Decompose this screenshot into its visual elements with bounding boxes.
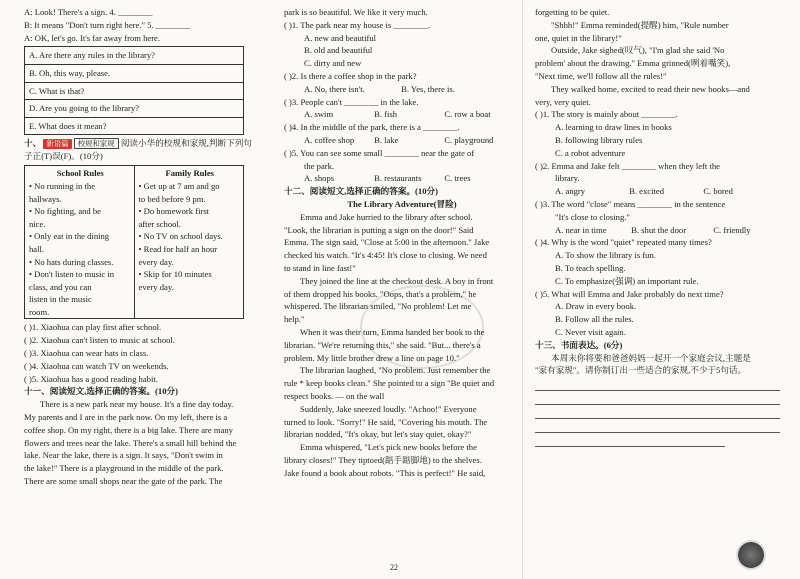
option: A. To show the library is fun. — [555, 250, 656, 261]
rules-table — [24, 165, 244, 320]
dialogue-line: A: Look! There's a sign. 4. ________ — [24, 7, 153, 17]
school-rules: School Rules • No running in the hallways. • No fighting, and be nice. • Only eat in the dining hall. • No hats during classes. • Don't listen to music in class, and you can listen in the music room. — [25, 166, 135, 319]
dialogue-line: A: OK, let's go. It's far away from here. — [24, 32, 161, 43]
story-title: The Library Adventure(冒险) — [347, 198, 457, 209]
option-row: A. No, there isn't. B. Yes, there is. — [304, 83, 455, 94]
option-row: A. shops B. restaurants C. trees — [304, 173, 471, 184]
library-story: Emma and Jake hurried to the library after school. "Look, the librarian is putting a sign on the door!" Said Emma. The sign said, "Close at 5:00 in the afternoon." Jake checked his watch. "It's 4:45! It's close to closing. We need to stand in line fast!" They joined the line at the checkout desk. A boy in front of them dropped his books. "Oops, that's a problem," he whispered. The librarian smiled, "No problem! Let me help." When it was their turn, Emma handed her book to the librarian. "We're returning this," she said. "But... there's a problem. My little brother drew a line on page 10." The librarian laughed, "No problem. Just remember the rule * keep books clean." She pointed to a sign "Be quiet and respect books. — on the wall Suddenly, Jake sneezed loudly. "Achoo!" Everyone turned to look. "Sorry!" He said, "Covering his mouth. The librarian nodded, "It's okay, but let's stay quiet, okay?" Emma whispered, "Let's pick new books before the library closes!" They tiptoed(踮手踮脚地) to the shelves. Jake found a book about robots. "This is perfect!" He said, — [284, 211, 495, 478]
option-item: A. Are there any rules in the library? — [25, 47, 244, 65]
tf-question: ( )2. Xiaohua can't listen to music at school. — [24, 335, 175, 346]
qr-badge-icon — [736, 540, 766, 570]
tf-question: ( )4. Xiaohua can watch TV on weekends. — [24, 360, 169, 371]
question-cont: the park. — [304, 160, 335, 171]
question: ( )4. In the middle of the park, there is a ________. — [284, 122, 460, 133]
dialogue-options-box — [24, 46, 244, 135]
option: C. To emphasize(强调) an important rule. — [555, 275, 699, 286]
option: B. old and beautiful — [304, 45, 373, 56]
option: B. Follow all the rules. — [555, 314, 634, 325]
question: ( )3. People can't ________ in the lake. — [284, 96, 419, 107]
option: C. dirty and new — [304, 58, 362, 69]
option: B. following library rules — [555, 134, 643, 145]
page-fold — [522, 0, 523, 579]
question: ( )2. Emma and Jake felt ________ when they left the — [535, 160, 720, 171]
passage-end: park is so beautiful. We like it very much. — [284, 7, 428, 17]
option: A. learning to draw lines in books — [555, 122, 672, 133]
left-column — [24, 6, 264, 488]
question: ( )4. Why is the word "quiet" repeated many times? — [535, 237, 712, 248]
tf-question: ( )5. Xiaohua has a good reading habit. — [24, 373, 158, 384]
option-item: E. What does it mean? — [25, 117, 244, 135]
writing-lines — [535, 377, 780, 447]
tf-question: ( )1. Xiaohua can play first after school. — [24, 322, 162, 333]
park-passage: There is a new park near my house. It's a fine day today. My parents and I are in the park now. On my left, there is a coffee shop. On my right, there is a big lake. There are many flowers and trees near the lake. There's a small hill behind the lake. Near the lake, there is a sign. It says, "Don't swim in the lake!" There is a playground in the middle of the park. There are some small shops near the gate of the park. The — [24, 399, 237, 487]
option-row: A. near in time B. shut the door C. friendly — [555, 224, 751, 235]
middle-column — [284, 6, 520, 479]
writing-line[interactable] — [535, 419, 780, 433]
page-number: 22 — [390, 563, 398, 572]
option: C. Never visit again. — [555, 326, 626, 337]
right-column — [535, 6, 780, 447]
question: ( )1. The story is mainly about ________. — [535, 109, 678, 120]
library-story-end: forgetting to be quiet. "Shhh!" Emma reminded(提醒) him, "Rule number one, quiet in the library!" Outside, Jake sighed(叹气), "I'm glad she said 'No problem' about the drawing." Emma grinned(咧着嘴笑), "Next time, we'll follow all the rules!" They walked home, excited to read their new books—and very, very quiet. — [535, 7, 750, 107]
family-rules: Family Rules • Get up at 7 am and go to bed before 9 pm. • Do homework first after school. • No TV on school days. • Read for half an hour every day. • Skip for 10 minutes every day. — [138, 167, 223, 292]
question-cont: "It's close to closing." — [555, 211, 630, 222]
option-row: A. coffee shop B. lake C. playground — [304, 134, 494, 145]
option-item: D. Are you going to the library? — [25, 100, 244, 118]
tf-question: ( )3. Xiaohua can wear hats in class. — [24, 348, 149, 359]
writing-prompt: 本周末你将要和爸爸妈妈一起开一个家庭会议,主题是 — [551, 352, 751, 363]
topic-tag: 校规和家规 — [74, 138, 119, 149]
section-12-title: 十二、阅读短文,选择正确的答案。(10分) — [284, 186, 438, 197]
section-13-title: 十三、书面表达。(6分) — [535, 339, 623, 350]
writing-line[interactable] — [535, 433, 725, 447]
writing-line[interactable] — [535, 377, 780, 391]
option-row: A. swim B. fish C. row a boat — [304, 109, 491, 120]
option: A. Draw in every book. — [555, 301, 637, 312]
question: ( )2. Is there a coffee shop in the park? — [284, 70, 417, 81]
option: B. To teach spelling. — [555, 262, 626, 273]
new-passage-tag: 新语篇 — [43, 139, 71, 149]
section-10-title-cont: 子正(T)误(F)。(10分) — [24, 151, 103, 162]
question: ( )1. The park near my house is ________. — [284, 19, 430, 30]
option-item: C. What is that? — [25, 82, 244, 100]
dialogue-line: B: It means "Don't turn right here." 5. ________ — [24, 19, 191, 30]
writing-line[interactable] — [535, 405, 780, 419]
question: ( )5. What will Emma and Jake probably do next time? — [535, 288, 724, 299]
option: A. new and beautiful — [304, 32, 377, 43]
writing-line[interactable] — [535, 391, 780, 405]
option-row: A. angry B. excited C. bored — [555, 186, 733, 197]
writing-prompt: "家有家规"。请你制订出一些适合的家规,不少于5句话。 — [535, 365, 747, 376]
option: C. a robot adventure — [555, 147, 626, 158]
section-10-title: 十、 新语篇 校规和家规 阅读小华的校规和家规,判断下列句 — [24, 138, 252, 149]
question-cont: library. — [555, 173, 580, 184]
option-item: B. Oh, this way, please. — [25, 64, 244, 82]
question: ( )3. The word "close" means ________ in the sentence — [535, 198, 726, 209]
section-11-title: 十一、阅读短文,选择正确的答案。(10分) — [24, 386, 178, 397]
question: ( )5. You can see some small ________ near the gate of — [284, 147, 475, 158]
